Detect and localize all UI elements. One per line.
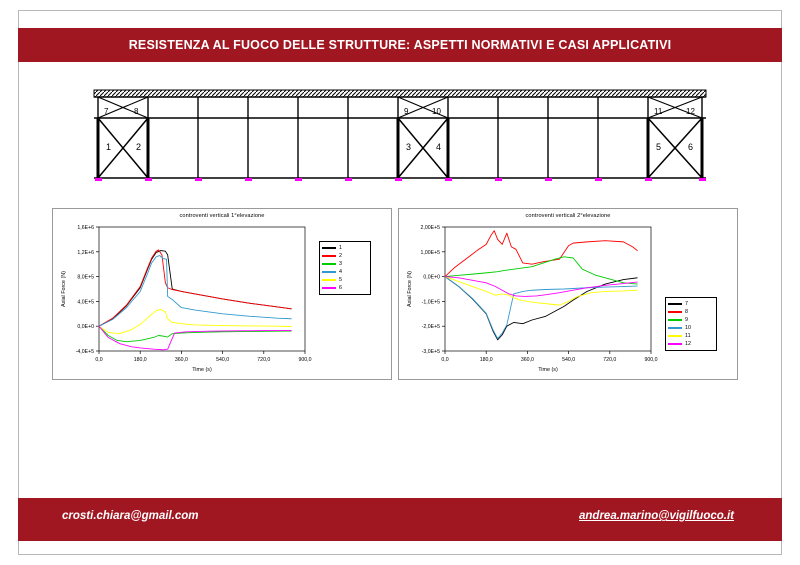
svg-text:720,0: 720,0 [603, 357, 617, 363]
email-left[interactable]: crosti.chiara@gmail.com [62, 510, 199, 522]
svg-text:-1,0E+5: -1,0E+5 [421, 299, 440, 306]
truss-label-7: 7 [104, 107, 109, 116]
svg-text:900,0: 900,0 [644, 357, 658, 363]
legend-label: 10 [685, 325, 691, 331]
truss-label-11: 11 [654, 107, 663, 116]
legend-swatch [322, 263, 336, 265]
svg-text:-2,0E+5: -2,0E+5 [421, 324, 440, 331]
svg-text:8,0E+5: 8,0E+5 [77, 274, 94, 281]
truss-diagram [80, 88, 720, 200]
legend-item [322, 260, 367, 268]
chart-legend-left [319, 241, 371, 295]
svg-text:540,0: 540,0 [562, 357, 576, 363]
legend-item [322, 244, 367, 252]
svg-text:2,00E+5: 2,00E+5 [420, 225, 440, 231]
svg-text:180,0: 180,0 [479, 357, 493, 363]
svg-text:Axial Force (N): Axial Force (N) [61, 271, 67, 307]
svg-text:1,6E+6: 1,6E+6 [77, 225, 94, 231]
truss-label-6: 6 [688, 142, 694, 152]
svg-text:Time (s): Time (s) [192, 367, 212, 373]
truss-label-10: 10 [432, 107, 441, 116]
chart-legend-right [665, 297, 717, 351]
truss-label-9: 9 [404, 107, 409, 116]
svg-text:360,0: 360,0 [520, 357, 534, 363]
svg-text:1,00E+5: 1,00E+5 [420, 249, 440, 256]
svg-text:4,0E+5: 4,0E+5 [77, 299, 94, 306]
legend-label: 5 [339, 277, 342, 283]
legend-swatch [668, 343, 682, 345]
legend-swatch [668, 303, 682, 305]
truss-label-2: 2 [136, 142, 142, 152]
slide-title-bar [18, 28, 782, 62]
svg-text:0,0E+0: 0,0E+0 [423, 274, 440, 281]
legend-swatch [322, 287, 336, 289]
svg-text:900,0: 900,0 [298, 357, 312, 363]
svg-text:360,0: 360,0 [174, 357, 188, 363]
legend-swatch [668, 311, 682, 313]
svg-text:540,0: 540,0 [216, 357, 230, 363]
svg-text:Axial Force (N): Axial Force (N) [407, 271, 413, 307]
chart-title-left: controventi verticali 1°elevazione [179, 213, 265, 219]
legend-item [322, 268, 367, 276]
legend-swatch [668, 327, 682, 329]
legend-item [322, 276, 367, 284]
legend-swatch [668, 319, 682, 321]
truss-label-1: 1 [106, 142, 112, 152]
chart-controventi-1elevazione [52, 208, 392, 380]
truss-label-8: 8 [134, 107, 139, 116]
svg-text:1,2E+6: 1,2E+6 [77, 249, 94, 256]
svg-text:Time (s): Time (s) [538, 367, 558, 373]
legend-item [668, 340, 713, 348]
legend-item [668, 324, 713, 332]
legend-item [668, 316, 713, 324]
svg-text:180,0: 180,0 [133, 357, 147, 363]
legend-item [322, 252, 367, 260]
legend-label: 8 [685, 309, 688, 315]
legend-label: 12 [685, 341, 691, 347]
svg-text:0,0: 0,0 [441, 357, 449, 363]
legend-label: 9 [685, 317, 688, 323]
page-title: RESISTENZA AL FUOCO DELLE STRUTTURE: ASPETTI NORMATIVI E CASI APPLICATIVI [128, 38, 672, 52]
slide-footer [18, 498, 782, 541]
legend-label: 7 [685, 301, 688, 307]
svg-text:-4,0E+5: -4,0E+5 [75, 349, 94, 355]
legend-label: 1 [339, 245, 342, 251]
truss-label-4: 4 [436, 142, 442, 152]
legend-label: 11 [685, 333, 691, 339]
truss-label-5: 5 [656, 142, 662, 152]
chart-title-right: controventi verticali 2°elevazione [525, 213, 611, 219]
legend-label: 4 [339, 269, 342, 275]
svg-text:720,0: 720,0 [257, 357, 271, 363]
legend-swatch [668, 335, 682, 337]
legend-swatch [322, 279, 336, 281]
truss-label-3: 3 [406, 142, 412, 152]
legend-item [322, 284, 367, 292]
legend-label: 6 [339, 285, 342, 291]
legend-swatch [322, 255, 336, 257]
legend-label: 3 [339, 261, 342, 267]
legend-swatch [322, 271, 336, 273]
chart-controventi-2elevazione [398, 208, 738, 380]
email-right[interactable]: andrea.marino@vigilfuoco.it [579, 510, 734, 522]
legend-item [668, 308, 713, 316]
legend-item [668, 300, 713, 308]
legend-label: 2 [339, 253, 342, 259]
svg-text:0,0: 0,0 [95, 357, 103, 363]
svg-text:0,0E+0: 0,0E+0 [77, 324, 94, 331]
svg-text:-3,0E+5: -3,0E+5 [421, 349, 440, 355]
legend-item [668, 332, 713, 340]
truss-label-12: 12 [686, 107, 695, 116]
legend-swatch [322, 247, 336, 249]
